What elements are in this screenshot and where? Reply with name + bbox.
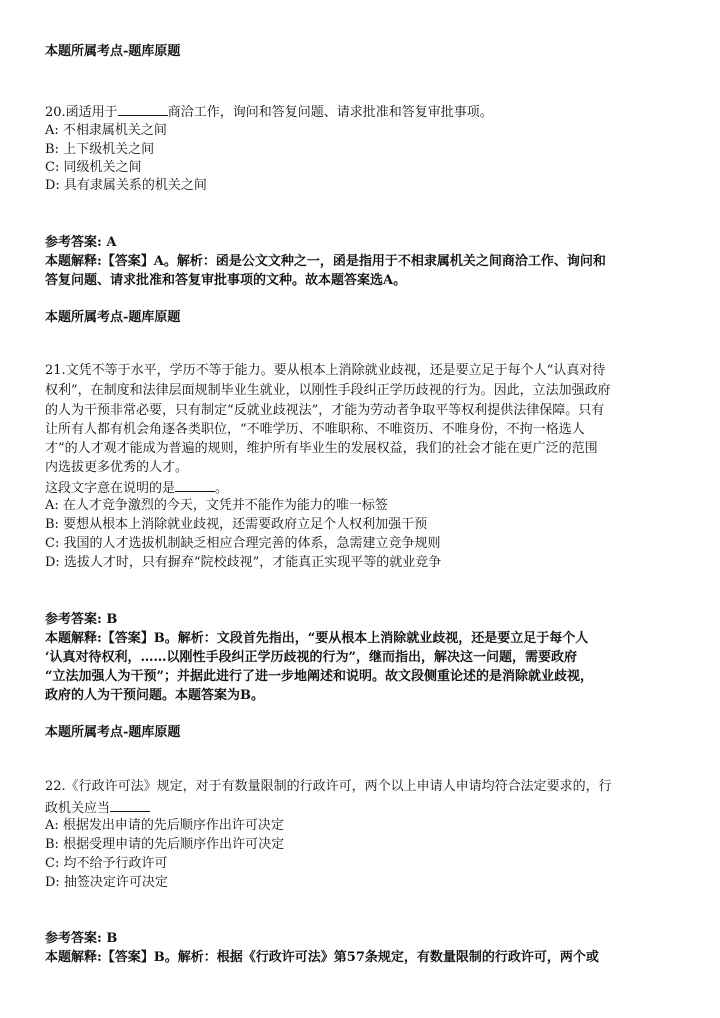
- q20-option-a: A: 不相隶属机关之间: [45, 123, 167, 138]
- q21-option-c: C: 我国的人才选拔机制缺乏相应合理完善的体系，急需建立竞争规则: [45, 536, 441, 551]
- q21-explanation-line: ‘认真对待权利，……以刚性手段纠正学历歧视的行为”，继而指出，解决这一问题，需要政府: [45, 650, 578, 665]
- q21-prompt: 这段文字意在说明的是 。: [45, 477, 228, 499]
- q22-option-c: C: 均不给予行政许可: [45, 856, 168, 871]
- q21-explanation-line: 政府的人为干预问题。本题答案为B。: [45, 688, 264, 703]
- q21-option-a: A: 在人才竞争激烈的今天，文凭并不能作为能力的唯一标签: [45, 498, 388, 513]
- q22-explanation-line: 本题解释:【答案】B。解析：根据《行政许可法》第57条规定，有数量限制的行政许可，两个或: [45, 950, 599, 965]
- source-label: 本题所属考点-题库原题: [45, 725, 181, 740]
- q20-option-c: C: 同级机关之间: [45, 160, 142, 175]
- q21-option-b: B: 要想从根本上消除就业歧视，还需要政府立足个人权利加强干预: [45, 517, 428, 532]
- answer-blank: [175, 477, 215, 492]
- q22-answer: 参考答案: B: [45, 931, 118, 946]
- answer-blank: [118, 101, 168, 116]
- source-label: 本题所属考点-题库原题: [45, 44, 181, 59]
- answer-blank: [110, 797, 150, 812]
- q21-stem-line: 内选拔更多优秀的人才。: [45, 460, 189, 475]
- q21-stem-line: 才”的人才观才能成为普遍的规则，维护所有毕业生的发展权益，我们的社会才能在更广泛的范围: [45, 441, 598, 456]
- q21-explanation-line: “立法加强人为干预”；并据此进行了进一步地阐述和说明。故文段侧重论述的是消除就业歧视，: [45, 669, 593, 684]
- q22-option-b: B: 根据受理申请的先后顺序作出许可决定: [45, 837, 285, 852]
- q22-option-d: D: 抽签决定许可决定: [45, 875, 168, 890]
- q21-stem-line: 的人为干预非常必要，只有制定“反就业歧视法”，才能为劳动者争取平等权利提供法律保障。只有: [45, 403, 605, 418]
- q20-stem: 20.函适用于 商洽工作，询问和答复问题、请求批准和答复审批事项。: [45, 101, 493, 123]
- q21-answer: 参考答案: B: [45, 612, 118, 627]
- q20-answer: 参考答案: A: [45, 235, 117, 250]
- q22-stem-tail: 政机关应当: [45, 797, 150, 819]
- q21-stem-line: 权利”，在制度和法律层面规制毕业生就业，以刚性手段纠正学历歧视的行为。因此，立法加强政府: [45, 383, 611, 398]
- q22-option-a: A: 根据发出申请的先后顺序作出许可决定: [45, 818, 284, 833]
- q21-option-d: D: 选拔人才时，只有摒弃“院校歧视”，才能真正实现平等的就业竞争: [45, 555, 442, 570]
- q20-explanation-line: 答复问题、请求批准和答复审批事项的文种。故本题答案选A。: [45, 273, 407, 288]
- q20-explanation-line: 本题解释:【答案】A。解析：函是公文文种之一，函是指用于不相隶属机关之间商洽工作、询问和: [45, 254, 606, 269]
- q20-option-d: D: 具有隶属关系的机关之间: [45, 178, 207, 193]
- q21-stem-line: 让所有人都有机会角逐各类职位，“不唯学历、不唯职称、不唯资历、不唯身份，不拘一格选人: [45, 422, 585, 437]
- q21-explanation-line: 本题解释:【答案】B。解析：文段首先指出，“要从根本上消除就业歧视，还是要立足于每个人: [45, 631, 589, 646]
- source-label: 本题所属考点-题库原题: [45, 310, 181, 325]
- q21-stem-line: 21.文凭不等于水平，学历不等于能力。要从根本上消除就业歧视，还是要立足于每个人“认真对待: [45, 363, 606, 378]
- q20-option-b: B: 上下级机关之间: [45, 142, 155, 157]
- q22-stem-line: 22.《行政许可法》规定，对于有数量限制的行政许可，两个以上申请人申请均符合法定要求的，行: [45, 779, 612, 794]
